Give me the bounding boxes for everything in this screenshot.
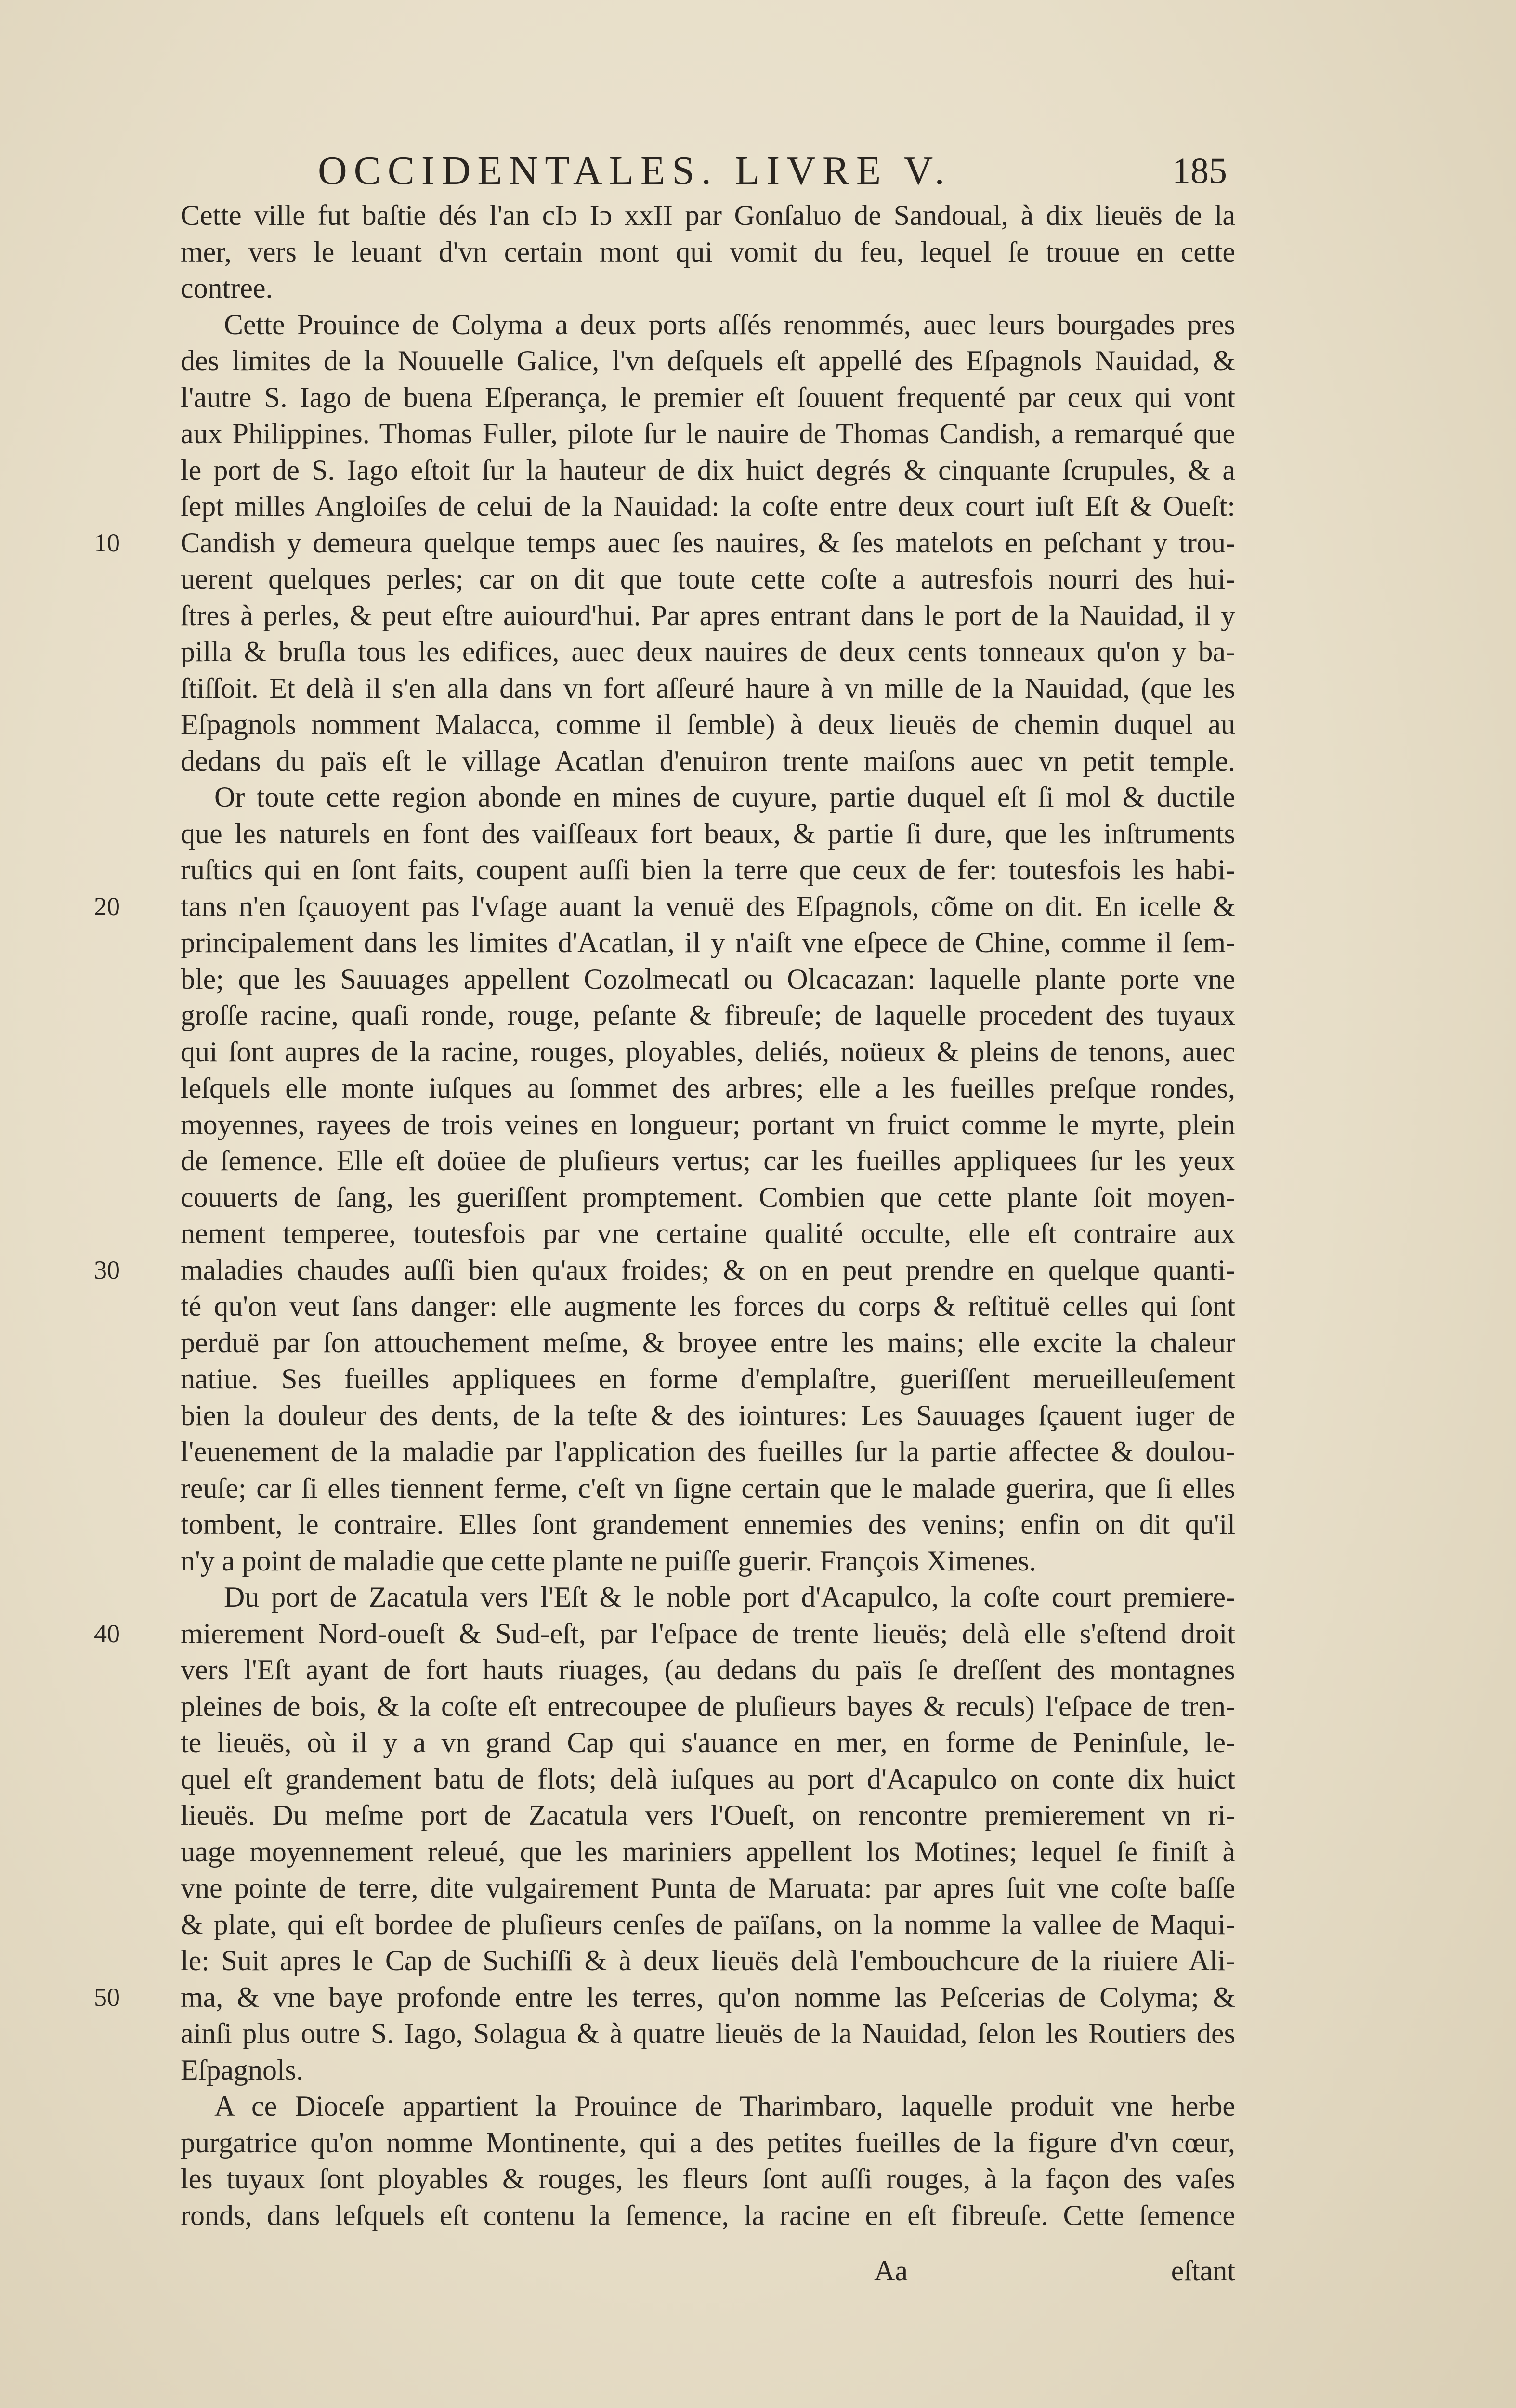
- text-line: [181, 1543, 1235, 1580]
- line-text: nement temperee, toutesfois par vne certaine qualité occulte, elle eſt contraire aux: [181, 1217, 1235, 1249]
- text-line: [94, 1979, 1235, 2016]
- line-text: purgatrice qu'on nomme Montinente, qui a des petites fueilles de la figure d'vn cœur,: [181, 2126, 1235, 2159]
- line-text: Or toute cette region abonde en mines de cuyure, partie duquel eſt ſi mol & ductile: [214, 781, 1235, 813]
- line-text: les tuyaux ſont ployables & rouges, les fleurs ſont auſſi rouges, à la façon des vaſes: [181, 2163, 1235, 2195]
- line-text: l'autre S. Iago de buena Eſperança, le premier eſt ſouuent frequenté par ceux qui vont: [181, 381, 1235, 413]
- line-text: A ce Dioceſe appartient la Prouince de Tharimbaro, laquelle produit vne herbe: [214, 2090, 1235, 2122]
- line-text: bien la douleur des dents, de la teſte & des iointures: Les Sauuages ſçauent iuger de: [181, 1399, 1235, 1431]
- text-line: [181, 1398, 1235, 1434]
- line-number: 30: [94, 1255, 120, 1284]
- text-line: [181, 1652, 1235, 1688]
- text-line: [181, 670, 1235, 707]
- line-text: dedans du païs eſt le village Acatlan d'enuiron trente maiſons auec vn petit temple.: [181, 745, 1235, 777]
- line-number: 50: [94, 1982, 120, 2012]
- text-line: [181, 925, 1235, 961]
- text-line: [94, 889, 1235, 925]
- text-line: [181, 1034, 1235, 1071]
- text-line: [181, 598, 1235, 634]
- text-line: [181, 1434, 1235, 1470]
- page-number: 185: [1172, 151, 1227, 191]
- text-line: [181, 852, 1235, 889]
- text-line: [181, 1907, 1235, 1943]
- line-text: quel eſt grandement batu de flots; delà iuſques au port d'Acapulco on conte dix huict: [181, 1763, 1235, 1795]
- line-text: ſtres à perles, & peut eſtre auiourd'hui. Par apres entrant dans le port de la Nauidad, il y: [181, 599, 1235, 631]
- text-line: [181, 343, 1235, 380]
- text-line: [181, 779, 1235, 816]
- line-text: té qu'on veut ſans danger: elle augmente les forces du corps & reſtituë celles qui ſont: [181, 1290, 1235, 1322]
- text-line: [181, 1725, 1235, 1761]
- text-line: [181, 1834, 1235, 1871]
- line-text: maladies chaudes auſſi bien qu'aux froides; & on en peut prendre en quelque quanti-: [181, 1254, 1235, 1286]
- line-text: mer, vers le leuant d'vn certain mont qui vomit du feu, lequel ſe trouue en cette: [181, 236, 1235, 268]
- line-text: le port de S. Iago eſtoit ſur la hauteur de dix huict degrés & cinquante ſcrupules, & a: [181, 454, 1235, 486]
- line-text: principalement dans les limites d'Acatlan, il y n'aiſt vne eſpece de Chine, comme il ſem-: [181, 927, 1235, 958]
- line-text: reuſe; car ſi elles tiennent ferme, c'eſt vn ſigne certain que le malade guerira, que ſi elles: [181, 1472, 1235, 1504]
- text-line: [181, 307, 1235, 343]
- text-line: [181, 561, 1235, 598]
- page-footer: [181, 2251, 1235, 2290]
- line-text: uerent quelques perles; car on dit que toute cette coſte a autresfois nourri des hui-: [181, 563, 1235, 595]
- running-title: OCCIDENTALES. LIVRE V.: [318, 148, 952, 193]
- text-line: [181, 1943, 1235, 1979]
- text-line: [181, 2161, 1235, 2198]
- line-text: vers l'Eſt ayant de fort hauts riuages, (au dedans du païs ſe dreſſent des montagnes: [181, 1654, 1235, 1686]
- text-line: [181, 2052, 1235, 2089]
- text-line: [181, 270, 1235, 307]
- line-text: Cette ville fut baſtie dés l'an cIɔ Iɔ xxII par Gonſaluo de Sandoual, à dix lieuës de la: [181, 199, 1235, 231]
- text-line: [94, 1252, 1235, 1289]
- line-text: tombent, le contraire. Elles ſont grandement ennemies des venins; enfin on dit qu'il: [181, 1508, 1235, 1540]
- text-line: [181, 961, 1235, 998]
- line-text: n'y a point de maladie que cette plante ne puiſſe guerir. François Ximenes.: [181, 1544, 1036, 1577]
- text-line: [181, 1216, 1235, 1252]
- text-line: [181, 997, 1235, 1034]
- line-text: Candish y demeura quelque temps auec ſes nauires, & ſes matelots en peſchant y trou-: [181, 526, 1235, 559]
- text-line: [94, 525, 1235, 562]
- text-line: [181, 1288, 1235, 1325]
- text-line: [181, 2198, 1235, 2234]
- text-line: [181, 1761, 1235, 1798]
- line-text: de ſemence. Elle eſt doüee de pluſieurs vertus; car les fueilles appliquees ſur les yeux: [181, 1145, 1235, 1177]
- text-line: [181, 416, 1235, 452]
- line-text: ble; que les Sauuages appellent Cozolmecatl ou Olcacazan: laquelle plante porte vne: [181, 963, 1235, 995]
- line-text: vne pointe de terre, dite vulgairement Punta de Maruata: par apres ſuit vne coſte baſſe: [181, 1872, 1235, 1904]
- line-text: ronds, dans leſquels eſt contenu la ſemence, la racine en eſt fibreuſe. Cette ſemence: [181, 2199, 1235, 2231]
- text-line: [181, 707, 1235, 743]
- text-line: [181, 1797, 1235, 1834]
- text-line: [181, 1070, 1235, 1107]
- line-text: ſept milles Angloiſes de celui de la Nauidad: la coſte entre deux court iuſt Eſt & Oueſt:: [181, 490, 1235, 522]
- text-line: [181, 2088, 1235, 2125]
- line-text: natiue. Ses fueilles appliquees en forme d'emplaſtre, gueriſſent merueilleuſement: [181, 1363, 1235, 1395]
- line-text: l'euenement de la maladie par l'application des fueilles ſur la partie affectee & doulou-: [181, 1436, 1235, 1467]
- line-text: perduë par ſon attouchement meſme, & broyee entre les mains; elle excite la chaleur: [181, 1326, 1235, 1359]
- line-number: 10: [94, 528, 120, 557]
- line-text: qui ſont aupres de la racine, rouges, ployables, deliés, noüeux & pleins de tenons, auec: [181, 1035, 1235, 1068]
- line-text: que les naturels en font des vaiſſeaux fort beaux, & partie ſi dure, que les inſtruments: [181, 817, 1235, 850]
- line-text: ruſtics qui en ſont faits, coupent auſſi bien la terre que ceux de fer: toutesfois les habi-: [181, 854, 1235, 886]
- line-text: ma, & vne baye profonde entre les terres, qu'on nomme las Peſcerias de Colyma; &: [181, 1981, 1235, 2013]
- line-text: lieuës. Du meſme port de Zacatula vers l'Oueſt, on rencontre premierement vn ri-: [181, 1799, 1235, 1831]
- text-line: [181, 2125, 1235, 2161]
- text-line: [181, 634, 1235, 670]
- line-text: tans n'en ſçauoyent pas l'vſage auant la venuë des Eſpagnols, cõme on dit. En icelle &: [181, 890, 1235, 922]
- text-line: [181, 1579, 1235, 1616]
- line-number: 40: [94, 1619, 120, 1648]
- line-text: groſſe racine, quaſi ronde, rouge, peſante & fibreuſe; de laquelle procedent des tuyaux: [181, 999, 1235, 1031]
- line-text: Du port de Zacatula vers l'Eſt & le noble port d'Acapulco, la coſte court premiere-: [224, 1581, 1235, 1613]
- text-line: [181, 816, 1235, 852]
- text-line: [181, 2015, 1235, 2052]
- text-line: [181, 1470, 1235, 1507]
- text-line: [94, 1616, 1235, 1652]
- line-text: Eſpagnols nomment Malacca, comme il ſemble) à deux lieuës de chemin duquel au: [181, 708, 1235, 740]
- line-text: uage moyennement releué, que les mariniers appellent los Motines; lequel ſe finiſt à: [181, 1835, 1235, 1868]
- line-text: pleines de bois, & la coſte eſt entrecoupee de pluſieurs bayes & reculs) l'eſpace de tren-: [181, 1690, 1235, 1722]
- line-text: & plate, qui eſt bordee de pluſieurs cenſes de païſans, on la nomme la vallee de Maqui-: [181, 1908, 1235, 1940]
- line-text: ainſi plus outre S. Iago, Solagua & à quatre lieuës de la Nauidad, ſelon les Routiers des: [181, 2017, 1235, 2049]
- text-line: [181, 380, 1235, 416]
- text-line: [181, 1506, 1235, 1543]
- text-line: [181, 1361, 1235, 1398]
- text-line: [181, 1688, 1235, 1725]
- page-header: [318, 144, 1227, 197]
- line-text: Eſpagnols.: [181, 2054, 303, 2086]
- line-text: mierement Nord-oueſt & Sud-eſt, par l'eſpace de trente lieuës; delà elle s'eſtend droit: [181, 1617, 1235, 1649]
- line-text: des limites de la Nouuelle Galice, l'vn deſquels eſt appellé des Eſpagnols Nauidad, &: [181, 345, 1235, 377]
- text-line: [181, 452, 1235, 489]
- body-text: [94, 197, 1235, 2234]
- text-line: [181, 234, 1235, 271]
- text-line: [181, 1179, 1235, 1216]
- line-text: aux Philippines. Thomas Fuller, pilote ſur le nauire de Thomas Candish, a remarqué que: [181, 418, 1235, 449]
- text-line: [181, 743, 1235, 780]
- text-line: [181, 1870, 1235, 1907]
- text-line: [181, 1143, 1235, 1179]
- line-text: contree.: [181, 272, 273, 304]
- line-text: Cette Prouince de Colyma a deux ports aſſés renommés, auec leurs bourgades pres: [224, 308, 1235, 340]
- catchword: eſtant: [1171, 2255, 1235, 2287]
- text-line: [181, 1325, 1235, 1361]
- text-line: [181, 197, 1235, 234]
- line-text: moyennes, rayees de trois veines en longueur; portant vn fruict comme le myrte, plein: [181, 1108, 1235, 1140]
- text-line: [181, 1107, 1235, 1143]
- line-text: pilla & bruſla tous les edifices, auec deux nauires de deux cents tonneaux qu'on y ba-: [181, 636, 1235, 667]
- line-text: leſquels elle monte iuſques au ſommet des arbres; elle a les fueilles preſque rondes,: [181, 1072, 1235, 1104]
- text-line: [181, 488, 1235, 525]
- signature-mark: Aa: [874, 2255, 908, 2287]
- line-text: te lieuës, où il y a vn grand Cap qui s'auance en mer, en forme de Peninſule, le-: [181, 1727, 1235, 1758]
- line-text: couuerts de ſang, les gueriſſent promptement. Combien que cette plante ſoit moyen-: [181, 1181, 1235, 1213]
- line-text: ſtiſſoit. Et delà il s'en alla dans vn fort aſſeuré haure à vn mille de la Nauidad, (que les: [181, 672, 1235, 704]
- line-number: 20: [94, 891, 120, 921]
- line-text: le: Suit apres le Cap de Suchiſſi & à deux lieuës delà l'embouchcure de la riuiere Ali-: [181, 1945, 1235, 1976]
